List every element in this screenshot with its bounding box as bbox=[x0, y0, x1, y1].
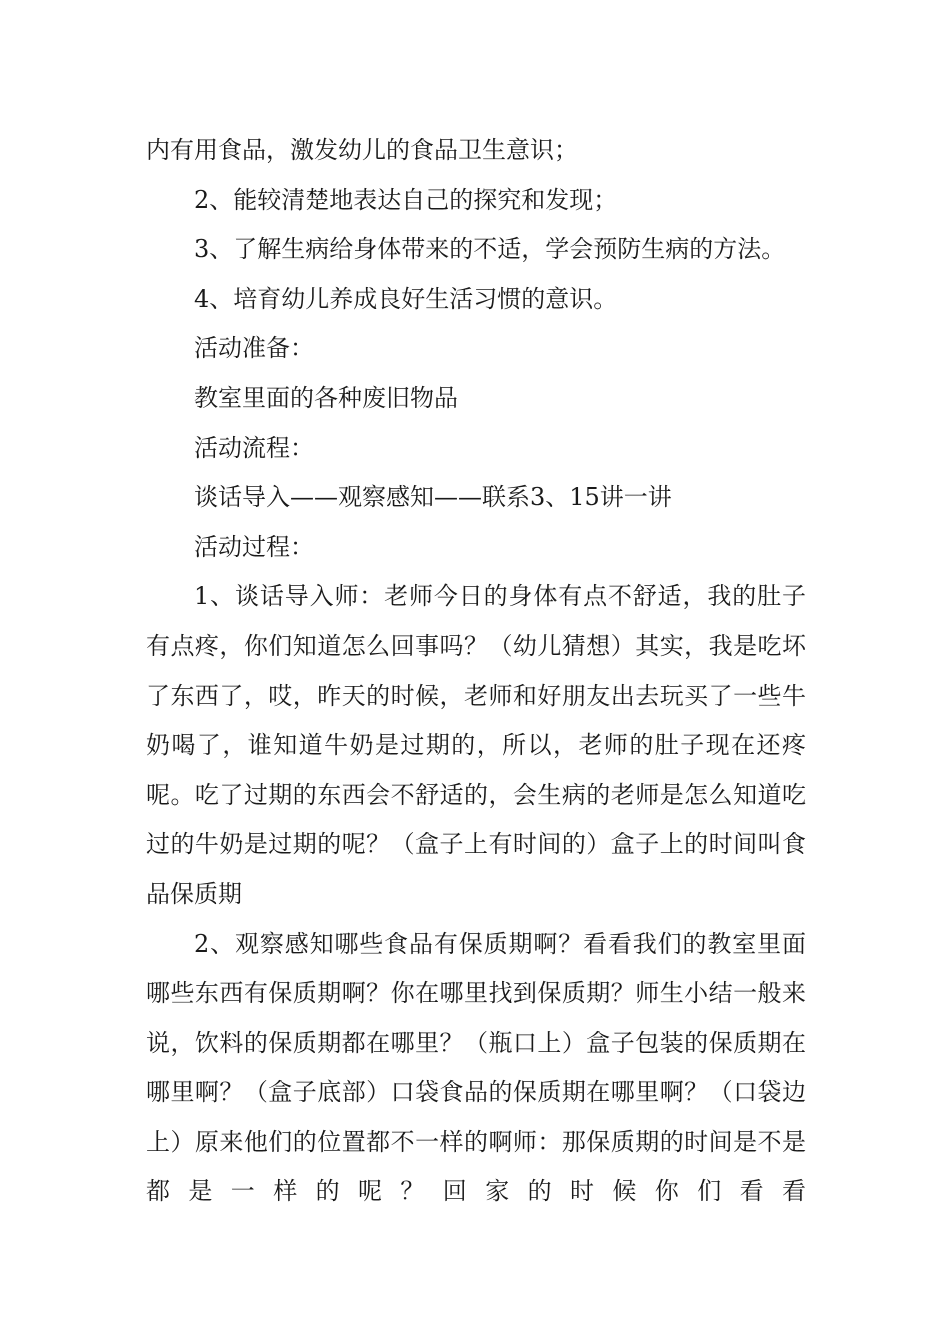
paragraph-preparation-materials: 教室里面的各种废旧物品 bbox=[194, 383, 458, 412]
heading-activity-flow: 活动流程： bbox=[194, 433, 314, 462]
paragraph-objective-2: 2、能较清楚地表达自己的探究和发现； bbox=[194, 185, 618, 214]
paragraph-process-step-2: 2、观察感知哪些食品有保质期啊？看看我们的教室里面哪些东西有保质期啊？你在哪里找到保质期？师生小结一般来说，饮料的保质期都在哪里？（瓶口上）盒子包装的保质期在哪里啊？（盒子底部）口袋食品的保质期在哪里啊？（口袋边上）原来他们的位置都不一样的啊师：那保质期的时间是不是都是一样的呢？回家的时候你们看看 bbox=[146, 929, 806, 1206]
paragraph-objective-3: 3、了解生病给身体带来的不适，学会预防生病的方法。 bbox=[194, 235, 786, 264]
heading-activity-process: 活动过程： bbox=[194, 532, 314, 561]
paragraph-process-step-1: 1、谈话导入师：老师今日的身体有点不舒适，我的肚子有点疼，你们知道怎么回事吗？（幼儿猜想）其实，我是吃坏了东西了，哎，昨天的时候，老师和好朋友出去玩买了一些牛奶喝了，谁知道牛奶是过期的，所以，老师的肚子现在还疼呢。吃了过期的东西会不舒适的，会生病的老师是怎么知道吃过的牛奶是过期的呢？（盒子上有时间的）盒子上的时间叫食品保质期 bbox=[146, 582, 806, 908]
heading-activity-preparation: 活动准备： bbox=[194, 334, 314, 363]
paragraph-objective-1-continued: 内有用食品，激发幼儿的食品卫生意识； bbox=[146, 136, 578, 164]
paragraph-activity-flow: 谈话导入——观察感知——联系3、15讲一讲 bbox=[194, 483, 672, 512]
document-body bbox=[146, 126, 806, 1217]
paragraph-objective-4: 4、培育幼儿养成良好生活习惯的意识。 bbox=[194, 284, 618, 313]
